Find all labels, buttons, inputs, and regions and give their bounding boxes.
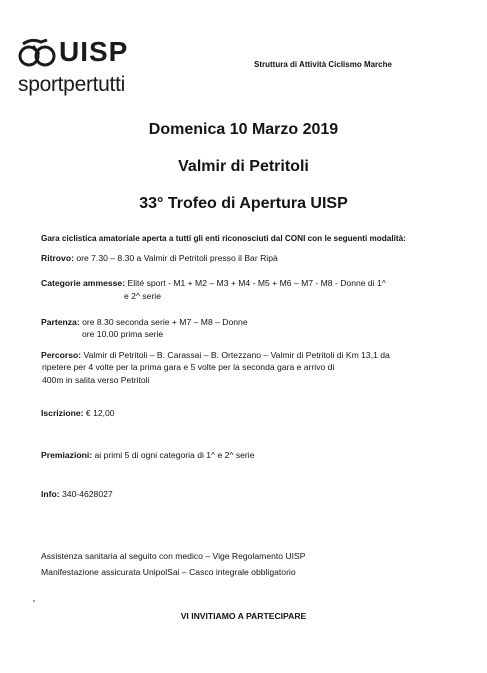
event-title: 33° Trofeo di Apertura UISP [139,195,348,212]
categorie-continuation: e 2^ serie [124,291,161,301]
premiazioni-label: Premiazioni: [41,450,93,460]
info-phone: 340-4628027 [59,489,113,499]
event-location: Valmir di Petritoli [178,158,309,175]
ritrovo-label: Ritrovo: [41,253,74,263]
call-to-action: VI INVITIAMO A PARTECIPARE [180,611,307,621]
event-date: Domenica 10 Marzo 2019 [148,121,339,138]
cyclist-logo-icon [17,36,57,70]
percorso-continuation-1: ripetere per 4 volte per la prima gara e 5 volte per la seconda gara e arrivo di [42,362,335,372]
premiazioni-line [41,449,254,462]
partenza-label: Partenza: [41,317,80,327]
categorie-line [41,277,386,290]
partenza-line [41,316,248,329]
ritrovo-text: ore 7.30 – 8.30 a Valmir di Petritoli presso il Bar Ripà [73,253,278,263]
iscrizione-line [41,407,115,420]
percorso-line [41,349,390,362]
manifestazione-text: Manifestazione assicurata UnipolSai – Casco integrale obbligatorio [41,567,296,577]
logo-tagline: sportpertutti [18,73,125,96]
ritrovo-line [41,252,278,265]
premiazioni-text: ai primi 5 di ogni categoria di 1^ e 2^ serie [92,450,255,460]
scan-speck [33,600,35,602]
categorie-label: Categorie ammesse: [41,278,126,288]
percorso-label: Percorso: [41,350,82,360]
info-label: Info: [41,489,60,499]
percorso-text: Valmir di Petritoli – B. Carassai – B. Ortezzano – Valmir di Petritoli di Km 13,1 da [81,350,390,360]
logo-name: UISP [59,36,129,67]
intro-text: Gara ciclistica amatoriale aperta a tutti gli enti riconosciuti dal CONI con le seguenti modalità: [41,234,406,243]
info-line [41,488,113,501]
partenza-continuation: ore 10.00 prima serie [82,329,164,339]
organization-name: Struttura di Attività Ciclismo Marche [254,60,392,69]
iscrizione-text: € 12,00 [83,408,115,418]
percorso-continuation-2: 400m in salita verso Petritoli [42,375,150,385]
partenza-text: ore 8.30 seconda serie + M7 – M8 – Donne [79,317,248,327]
uisp-logo [15,36,145,100]
iscrizione-label: Iscrizione: [41,408,84,418]
assistenza-text: Assistenza sanitaria al seguito con medico – Vige Regolamento UISP [41,551,306,561]
categorie-text: Elité sport - M1 + M2 – M3 + M4 - M5 + M6 – M7 - M8 - Donne di 1^ [125,278,386,288]
